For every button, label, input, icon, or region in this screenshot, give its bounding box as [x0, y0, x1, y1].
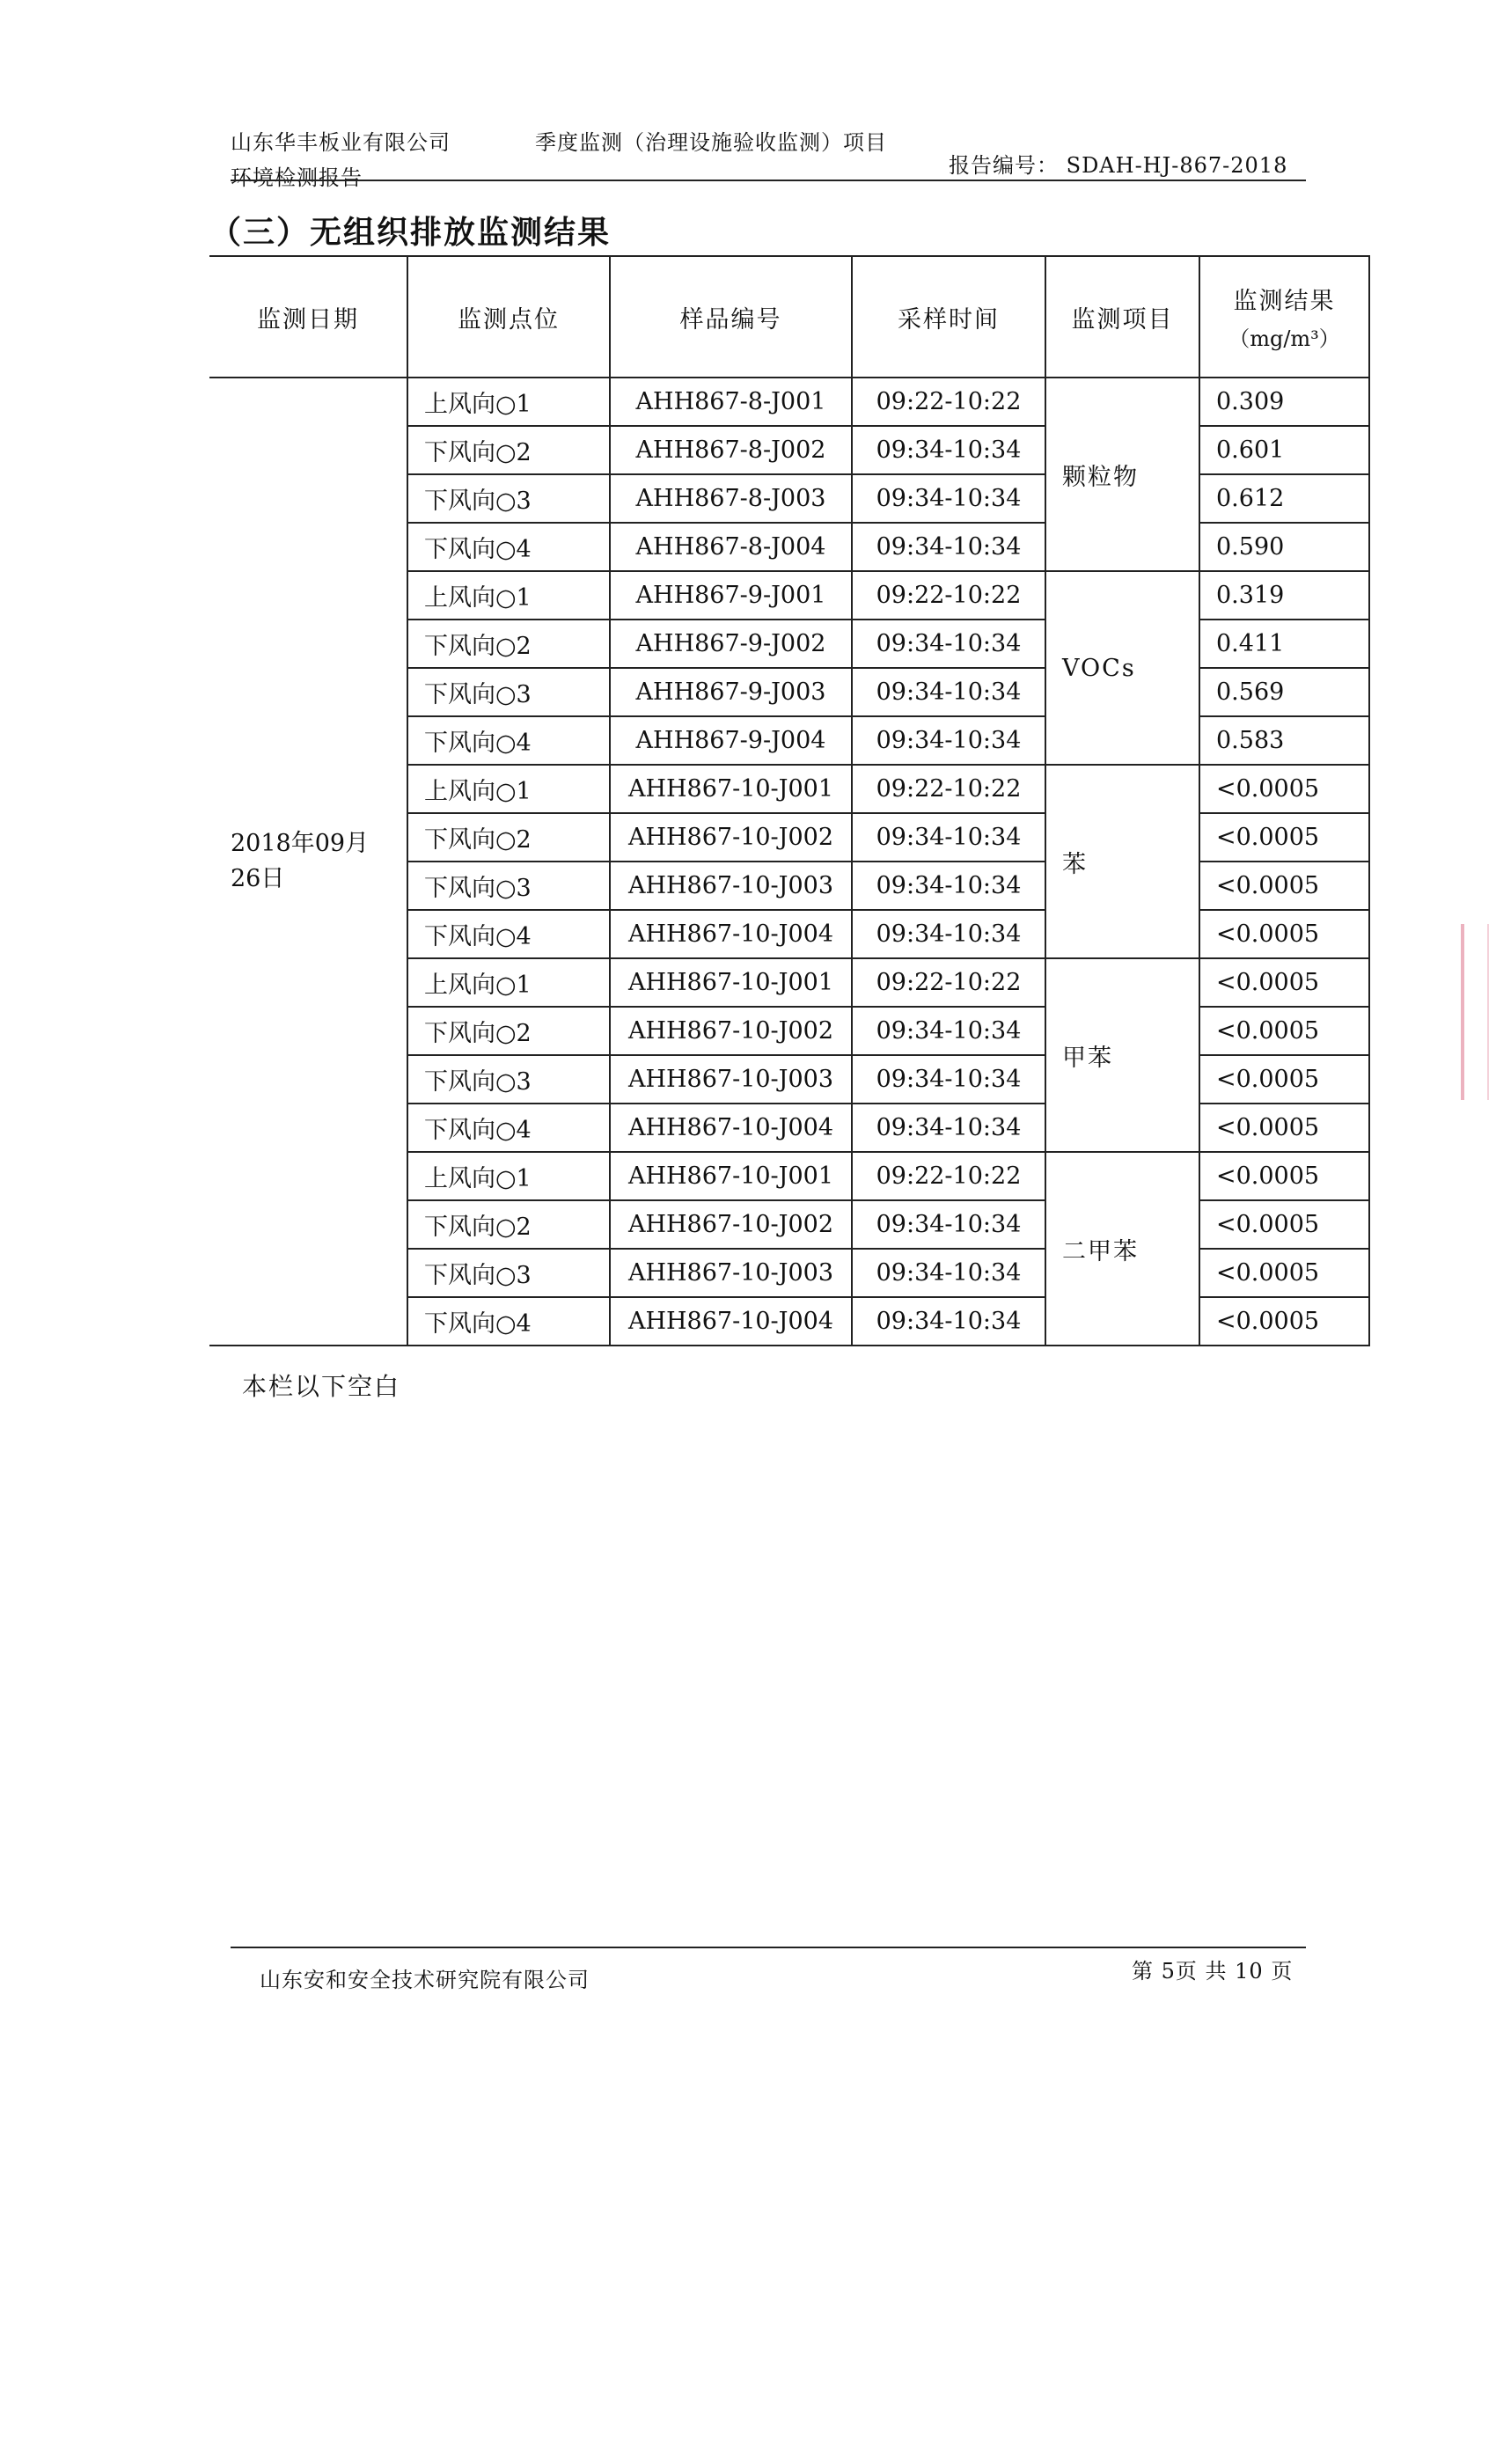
sampling-time-cell: 09:34-10:34: [852, 426, 1045, 474]
table-body: [209, 378, 1369, 1346]
result-cell: <0.0005: [1199, 862, 1369, 910]
result-cell: <0.0005: [1199, 813, 1369, 862]
result-cell: <0.0005: [1199, 1007, 1369, 1055]
sampling-time-cell: 09:34-10:34: [852, 523, 1045, 571]
result-cell: 0.612: [1199, 474, 1369, 523]
sample-number-cell: AHH867-8-J002: [610, 426, 852, 474]
sampling-time-cell: 09:34-10:34: [852, 474, 1045, 523]
point-cell: 下风向○4: [407, 1297, 610, 1346]
header-rule: [231, 180, 1306, 181]
seal-edge-stamp: [1461, 924, 1489, 1100]
sampling-time-cell: 09:34-10:34: [852, 1200, 1045, 1249]
sample-number-cell: AHH867-9-J003: [610, 668, 852, 716]
result-cell: <0.0005: [1199, 1249, 1369, 1297]
header-doc-type: 环境检测报告: [231, 165, 363, 190]
header-sample-number: 样品编号: [610, 256, 852, 378]
point-cell: 下风向○3: [407, 862, 610, 910]
sampling-time-cell: 09:34-10:34: [852, 813, 1045, 862]
sample-number-cell: AHH867-10-J004: [610, 910, 852, 958]
sampling-time-cell: 09:22-10:22: [852, 378, 1045, 426]
sample-number-cell: AHH867-10-J004: [610, 1104, 852, 1152]
footer-page-number: 第 5页 共 10 页: [1132, 1959, 1294, 1984]
point-cell: 上风向○1: [407, 958, 610, 1007]
result-cell: <0.0005: [1199, 910, 1369, 958]
footer-rule: [231, 1947, 1306, 1948]
point-cell: 下风向○3: [407, 474, 610, 523]
header-report-number: 报告编号： SDAH-HJ-867-2018: [949, 153, 1288, 178]
sampling-time-cell: 09:34-10:34: [852, 668, 1045, 716]
result-cell: 0.569: [1199, 668, 1369, 716]
footer-institute: 山东安和安全技术研究院有限公司: [260, 1968, 590, 1992]
blank-below-note: 本栏以下空白: [242, 1372, 401, 1401]
result-cell: <0.0005: [1199, 765, 1369, 813]
header-result-label: 监测结果: [1233, 288, 1336, 315]
point-cell: 下风向○4: [407, 1104, 610, 1152]
result-cell: 0.590: [1199, 523, 1369, 571]
point-cell: 下风向○3: [407, 1055, 610, 1104]
table-header-row: [209, 256, 1369, 378]
sample-number-cell: AHH867-9-J002: [610, 620, 852, 668]
result-cell: <0.0005: [1199, 1200, 1369, 1249]
result-cell: 0.583: [1199, 716, 1369, 765]
point-cell: 下风向○2: [407, 813, 610, 862]
result-cell: 0.319: [1199, 571, 1369, 620]
result-cell: 0.309: [1199, 378, 1369, 426]
result-cell: <0.0005: [1199, 1152, 1369, 1200]
header-project: 季度监测（治理设施验收监测）项目: [535, 130, 887, 155]
monitoring-item-cell: 甲苯: [1045, 958, 1199, 1152]
point-cell: 下风向○3: [407, 668, 610, 716]
monitoring-date-cell: 2018年09月26日: [209, 378, 407, 1346]
result-cell: <0.0005: [1199, 1297, 1369, 1346]
header-result-unit: （mg/m³）: [1228, 326, 1340, 351]
point-cell: 下风向○4: [407, 910, 610, 958]
sample-number-cell: AHH867-10-J002: [610, 1200, 852, 1249]
monitoring-item-cell: VOCs: [1045, 571, 1199, 765]
sampling-time-cell: 09:34-10:34: [852, 1297, 1045, 1346]
point-cell: 上风向○1: [407, 571, 610, 620]
sampling-time-cell: 09:22-10:22: [852, 958, 1045, 1007]
monitoring-item-cell: 二甲苯: [1045, 1152, 1199, 1346]
sample-number-cell: AHH867-10-J003: [610, 862, 852, 910]
point-cell: 上风向○1: [407, 1152, 610, 1200]
monitoring-results-table: [209, 255, 1369, 1346]
sampling-time-cell: 09:34-10:34: [852, 716, 1045, 765]
header-point: 监测点位: [407, 256, 610, 378]
sampling-time-cell: 09:34-10:34: [852, 1007, 1045, 1055]
table-row: [209, 378, 1369, 426]
section-title: （三）无组织排放监测结果: [209, 215, 612, 251]
sampling-time-cell: 09:34-10:34: [852, 620, 1045, 668]
header-sampling-time: 采样时间: [852, 256, 1045, 378]
header-result: [1199, 256, 1369, 378]
sampling-time-cell: 09:22-10:22: [852, 765, 1045, 813]
point-cell: 下风向○2: [407, 620, 610, 668]
sampling-time-cell: 09:22-10:22: [852, 571, 1045, 620]
monitoring-item-cell: 颗粒物: [1045, 378, 1199, 571]
header-item: 监测项目: [1045, 256, 1199, 378]
point-cell: 上风向○1: [407, 765, 610, 813]
result-cell: 0.411: [1199, 620, 1369, 668]
sample-number-cell: AHH867-10-J001: [610, 765, 852, 813]
sample-number-cell: AHH867-8-J001: [610, 378, 852, 426]
sample-number-cell: AHH867-10-J001: [610, 958, 852, 1007]
sampling-time-cell: 09:34-10:34: [852, 1055, 1045, 1104]
point-cell: 下风向○4: [407, 716, 610, 765]
sample-number-cell: AHH867-10-J004: [610, 1297, 852, 1346]
monitoring-item-cell: 苯: [1045, 765, 1199, 958]
sample-number-cell: AHH867-10-J001: [610, 1152, 852, 1200]
result-cell: <0.0005: [1199, 1055, 1369, 1104]
point-cell: 下风向○2: [407, 1007, 610, 1055]
sample-number-cell: AHH867-9-J004: [610, 716, 852, 765]
header-company: 山东华丰板业有限公司: [231, 130, 451, 155]
point-cell: 下风向○3: [407, 1249, 610, 1297]
point-cell: 上风向○1: [407, 378, 610, 426]
result-cell: <0.0005: [1199, 1104, 1369, 1152]
sample-number-cell: AHH867-9-J001: [610, 571, 852, 620]
sample-number-cell: AHH867-10-J002: [610, 1007, 852, 1055]
sample-number-cell: AHH867-10-J002: [610, 813, 852, 862]
header-date: 监测日期: [209, 256, 407, 378]
point-cell: 下风向○2: [407, 426, 610, 474]
sampling-time-cell: 09:22-10:22: [852, 1152, 1045, 1200]
sample-number-cell: AHH867-10-J003: [610, 1055, 852, 1104]
result-cell: 0.601: [1199, 426, 1369, 474]
sample-number-cell: AHH867-8-J004: [610, 523, 852, 571]
point-cell: 下风向○4: [407, 523, 610, 571]
sampling-time-cell: 09:34-10:34: [852, 910, 1045, 958]
sampling-time-cell: 09:34-10:34: [852, 862, 1045, 910]
sample-number-cell: AHH867-10-J003: [610, 1249, 852, 1297]
result-cell: <0.0005: [1199, 958, 1369, 1007]
sampling-time-cell: 09:34-10:34: [852, 1104, 1045, 1152]
sample-number-cell: AHH867-8-J003: [610, 474, 852, 523]
sampling-time-cell: 09:34-10:34: [852, 1249, 1045, 1297]
point-cell: 下风向○2: [407, 1200, 610, 1249]
